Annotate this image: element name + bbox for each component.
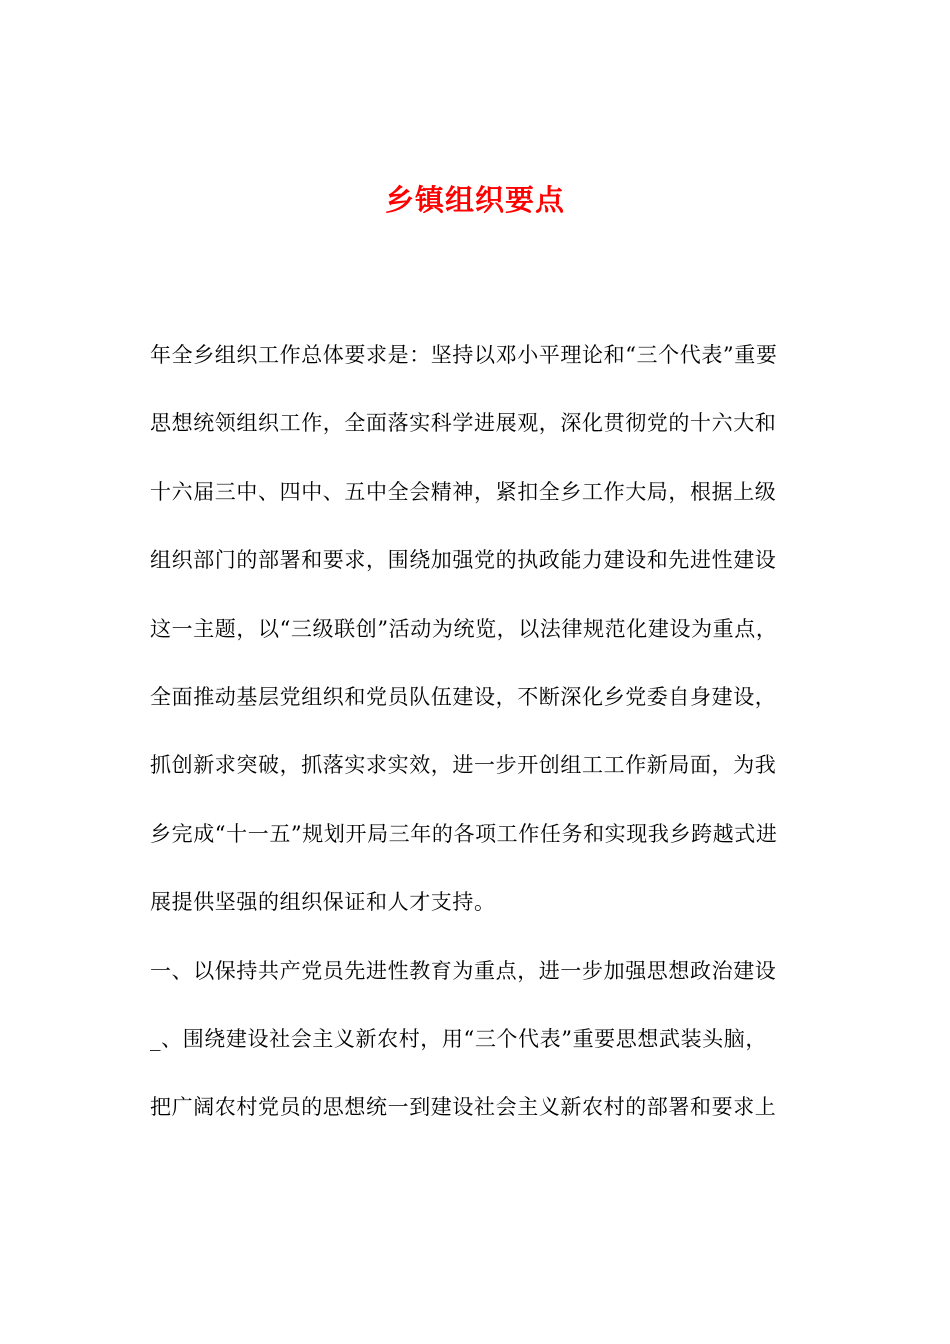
body-line: 抓创新求突破，抓落实求实效，进一步开创组工工作新局面，为我 [150,753,777,778]
body-line: 全面推动基层党组织和党员队伍建设，不断深化乡党委自身建设， [150,684,777,709]
body-line: 十六届三中、四中、五中全会精神，紧扣全乡工作大局，根据上级 [150,479,777,504]
body-line: 乡完成“十一五”规划开局三年的各项工作任务和实现我乡跨越式进 [150,821,778,846]
body-line: 年全乡组织工作总体要求是：坚持以邓小平理论和“三个代表”重要 [150,343,778,367]
body-line: 把广阔农村党员的思想统一到建设社会主义新农村的部署和要求上 [150,1095,777,1120]
document-body [150,325,800,1146]
body-line: 组织部门的部署和要求，围绕加强党的执政能力建设和先进性建设 [150,548,777,573]
body-line: 这一主题，以“三级联创”活动为统览，以法律规范化建设为重点， [150,616,778,641]
body-line: 思想统领组织工作，全面落实科学进展观，深化贯彻党的十六大和 [150,411,777,436]
body-line: 一、以保持共产党员先进性教育为重点，进一步加强思想政治建设 [150,958,777,983]
document-title: 乡镇组织要点 [384,183,565,217]
body-line: 展提供坚强的组织保证和人才支持。 [150,890,496,915]
body-line: _、围绕建设社会主义新农村，用“三个代表”重要思想武装头脑， [150,1026,767,1051]
